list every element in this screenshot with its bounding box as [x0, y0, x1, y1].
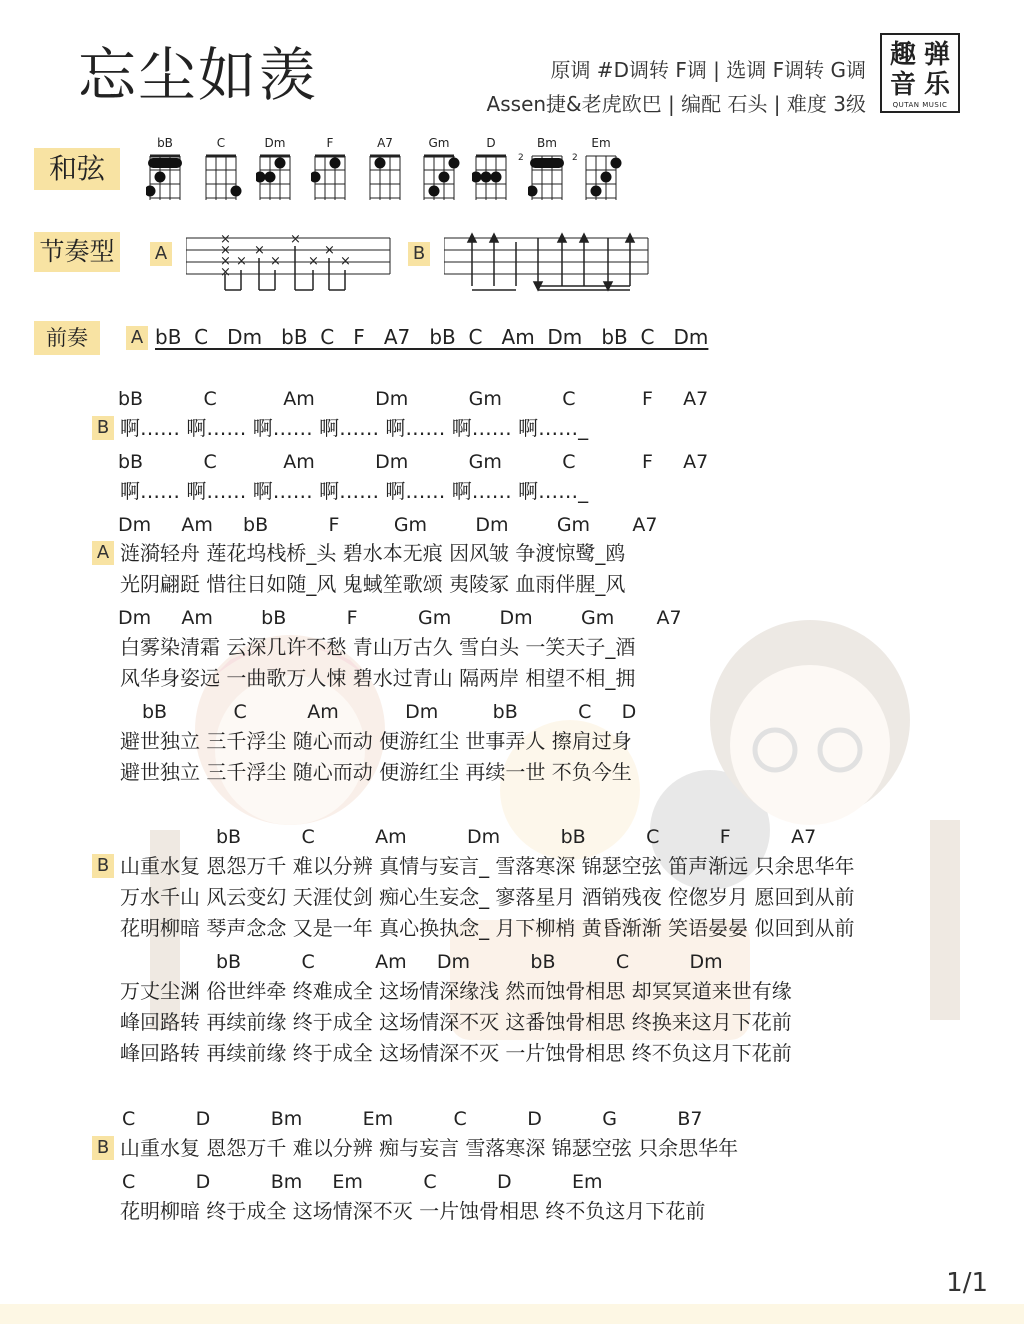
chord-name: Bm	[537, 136, 557, 150]
chord-name: Em	[591, 136, 611, 150]
logo-char-3: 音	[890, 70, 917, 100]
page-number: 1/1	[946, 1268, 988, 1298]
rhythm-pattern-a	[186, 230, 392, 294]
logo-char-2: 弹	[924, 40, 951, 70]
lyric-line: 山重水复 恩怨万千 难以分辨 真情与妄言_ 雪落寒深 锦瑟空弦 笛声渐远 只余思华年	[120, 854, 855, 878]
chord-name: bB	[157, 136, 173, 150]
rhythm-tag: 节奏型	[34, 232, 120, 272]
lyric-line: 啊…… 啊…… 啊…… 啊…… 啊…… 啊…… 啊……_	[120, 416, 589, 440]
logo-char-1: 趣	[890, 40, 917, 70]
chord-line: bB C Am Dm bB C Dm	[216, 951, 723, 973]
lyric-line: 啊…… 啊…… 啊…… 啊…… 啊…… 啊…… 啊……_	[120, 479, 589, 503]
chord-line: Dm Am bB F Gm Dm Gm A7	[118, 514, 658, 536]
svg-text:×: ×	[308, 254, 319, 269]
fretboard-icon	[582, 150, 622, 202]
chord-diagram-bm	[518, 136, 566, 203]
logo-char-4: 乐	[924, 70, 951, 100]
lyric-line: 避世独立 三千浮尘 随心而动 便游红尘 世事弄人 擦肩过身	[120, 729, 632, 753]
key-info: 原调 #D调转 F调 | 选调 F调转 G调	[550, 58, 866, 82]
lyric-line: 光阴翩跹 惜往日如随_风 鬼蜮笙歌颂 夷陵冢 血雨伴腥_风	[120, 572, 626, 596]
lyric-line: 峰回路转 再续前缘 终于成全 这场情深不灭 一片蚀骨相思 终不负这月下花前	[120, 1041, 792, 1065]
fretboard-icon	[146, 150, 186, 202]
chord-name: A7	[377, 136, 393, 150]
prelude-a-badge: A	[126, 326, 148, 350]
lyric-line: 避世独立 三千浮尘 随心而动 便游红尘 再续一世 不负今生	[120, 760, 632, 784]
fretboard-icon	[311, 150, 351, 202]
chord-diagram-d	[472, 137, 510, 203]
lyric-line: 花明柳暗 琴声念念 又是一年 真心换执念_ 月下柳梢 黄昏渐渐 笑语晏晏 似回到从前	[120, 916, 855, 940]
chord-line: C D Bm Em C D G B7	[122, 1108, 703, 1130]
svg-text:×: ×	[254, 243, 265, 258]
chord-name: F	[326, 136, 334, 150]
section-a-badge: A	[92, 541, 114, 565]
fretboard-icon	[366, 150, 406, 202]
song-title: 忘尘如羡	[78, 41, 319, 109]
chord-line: bB C Am Dm bB C F A7	[216, 826, 817, 848]
chord-diagram-gm	[420, 137, 458, 203]
svg-text:×: ×	[270, 254, 281, 269]
fret-number: 2	[572, 153, 578, 163]
lyric-line: 花明柳暗 终于成全 这场情深不灭 一片蚀骨相思 终不负这月下花前	[120, 1199, 706, 1223]
prelude-tag: 前奏	[34, 321, 100, 355]
svg-text:×: ×	[290, 232, 301, 247]
fretboard-icon	[202, 150, 242, 202]
chord-diagram-dm	[256, 137, 294, 203]
credits: Assen捷&老虎欧巴 | 编配 石头 | 难度 3级	[486, 92, 866, 116]
lyric-line: 白雾染清霜 云深几许不愁 青山万古久 雪白头 一笑天子_酒	[120, 635, 636, 659]
chord-line: bB C Am Dm Gm C F A7	[118, 451, 709, 473]
lyric-line: 山重水复 恩怨万千 难以分辨 痴与妄言 雪落寒深 锦瑟空弦 只余思华年	[120, 1136, 739, 1160]
chord-diagram-f	[311, 137, 349, 203]
chord-diagram-a7	[366, 137, 404, 203]
lyric-line: 万水千山 风云变幻 天涯仗剑 痴心生妄念_ 寥落星月 酒销残夜 倥偬岁月 愿回到从前	[120, 885, 855, 909]
prelude-chords: bB C Dm bB C F A7 bB C Am Dm bB C Dm	[155, 325, 709, 349]
chord-name: Dm	[264, 136, 286, 150]
lyric-line: 涟漪轻舟 莲花坞栈桥_头 碧水本无痕 因风皱 争渡惊鹭_鸥	[120, 541, 626, 565]
fretboard-icon	[420, 150, 460, 202]
chord-line: Dm Am bB F Gm Dm Gm A7	[118, 607, 682, 629]
rhythm-a-badge: A	[150, 242, 172, 266]
svg-text:×: ×	[324, 243, 335, 258]
rhythm-b-badge: B	[408, 242, 430, 266]
chord-name: C	[216, 136, 226, 150]
chord-name: Gm	[428, 136, 450, 150]
svg-text:×: ×	[236, 254, 247, 269]
lyric-line: 风华身姿远 一曲歌万人悚 碧水过青山 隔两岸 相望不相_拥	[120, 666, 636, 690]
fretboard-icon	[472, 150, 512, 202]
qutan-logo	[880, 33, 960, 113]
svg-text:×: ×	[220, 243, 231, 258]
chord-diagram-em	[572, 136, 620, 203]
fret-number: 2	[518, 153, 524, 163]
svg-text:×: ×	[220, 254, 231, 269]
footer-bar	[0, 1304, 1024, 1324]
lyric-line: 万丈尘渊 俗世绊牵 终难成全 这场情深缘浅 然而蚀骨相思 却冥冥道来世有缘	[120, 979, 792, 1003]
svg-text:×: ×	[220, 265, 231, 280]
chord-line: bB C Am Dm Gm C F A7	[118, 388, 709, 410]
svg-text:×: ×	[340, 254, 351, 269]
section-b-badge: B	[92, 416, 114, 440]
lyric-line: 峰回路转 再续前缘 终于成全 这场情深不灭 这番蚀骨相思 终换来这月下花前	[120, 1010, 792, 1034]
rhythm-pattern-b	[444, 230, 650, 294]
chord-diagram-bb	[146, 137, 184, 203]
fretboard-icon	[528, 150, 568, 202]
chord-diagram-c	[202, 137, 240, 203]
section-b-badge: B	[92, 1136, 114, 1160]
logo-subtitle: QUTAN MUSIC	[892, 101, 948, 109]
fretboard-icon	[256, 150, 296, 202]
chord-line: bB C Am Dm bB C D	[142, 701, 637, 723]
chords-tag: 和弦	[34, 148, 120, 190]
chord-line: C D Bm Em C D Em	[122, 1171, 603, 1193]
svg-text:×: ×	[220, 232, 231, 247]
section-b-badge: B	[92, 854, 114, 878]
chord-name: D	[486, 136, 496, 150]
